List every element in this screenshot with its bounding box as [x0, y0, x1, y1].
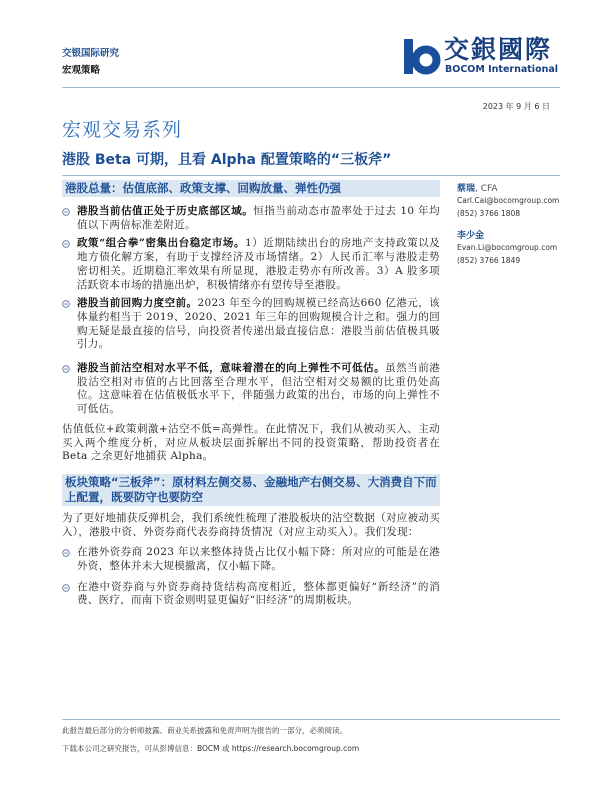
main-column	[62, 180, 440, 608]
circle-bullet-icon	[62, 240, 70, 248]
analyst-name: 蔡瑞	[457, 184, 476, 194]
footer-download-text: 下载本公司之研究报告，可从彭博信息：BOCM 或	[62, 744, 232, 753]
analyst-credential: , CFA	[475, 184, 498, 194]
summary-paragraph: 估值低位+政策刺激+沽空不低=高弹性。在此情况下，我们从被动买入、主动买入两个维度分析，对应从板块层面拆解出不同的投资策略，帮助投资者在 Beta 之余更好地捕获 Alpha。	[62, 422, 440, 463]
analyst-name-line	[457, 230, 577, 242]
key-point-body: 1）近期陆续出台的房地产支持政策以及地方债化解方案，有助于支撑经济及市场情绪。2）人民币汇率与港股走势密切相关。近期稳汇率效果有所显现，港股走势亦有所改善。3）A 股多项活跃资本市场的措施出炉，积极情绪亦有望传导至港股。	[77, 237, 440, 291]
key-point-lead: 政策“组合拳”密集出台稳定市场。	[77, 237, 246, 250]
circle-bullet-icon	[62, 365, 70, 373]
analyst-email[interactable]: Carl.Cai@bocomgroup.com	[457, 196, 560, 205]
finding-text: 在港外资券商 2023 年以来整体持货占比仅小幅下降：所对应的可能是在港外资，整体并未大规模撤离，仅小幅下降。	[77, 546, 440, 573]
analyst-phone: (852) 3766 1808	[457, 208, 521, 218]
analyst-name: 李少金	[457, 231, 485, 241]
bocom-logo-mark-icon	[402, 37, 442, 77]
report-series: 宏观交易系列	[62, 119, 183, 141]
key-point-body: 虽然当前港股沽空相对市值的占比回落至合理水平，但沽空相对交易额的比重仍处高位。这意味着在估值极低水平下，伴随强力政策的出台，市场的向上弹性不可低估。	[77, 362, 440, 416]
analyst-contacts	[457, 183, 577, 277]
analyst-phone: (852) 3766 1849	[457, 255, 521, 265]
footer-disclaimer: 此报告最后部分的分析师披露、商业关系披露和免责声明为报告的一部分，必须阅读。	[62, 726, 347, 735]
report-date: 2023 年 9 月 6 日	[482, 102, 550, 111]
key-point-body: 2023 年至今的回购规模已经高达660 亿港元，该体量约相当于 2019、2020、2021 年三年的回购规模合计之和。强力的回购无疑是最直接的信号，向投资者传递出最直接信息：港股当前估值极具吸引力。	[77, 297, 440, 351]
header-org-label: 交银国际研究	[62, 48, 120, 59]
circle-bullet-icon	[62, 549, 70, 557]
analyst-card	[457, 183, 577, 220]
key-point	[62, 205, 440, 232]
header-divider	[62, 87, 560, 88]
key-point-lead: 港股当前回购力度空前。	[77, 297, 198, 310]
analyst-email[interactable]: Evan.Li@bocomgroup.com	[457, 243, 558, 252]
title-divider	[62, 175, 560, 176]
logo-name-en: BOCOM International	[445, 64, 559, 75]
finding-item	[62, 581, 440, 608]
footer-divider	[62, 719, 560, 720]
key-point-lead: 港股当前估值正处于历史底部区域。	[77, 205, 254, 217]
section-heading: 港股总量：估值底部、政策支撑、回购放量、弹性仍强	[62, 180, 440, 197]
analyst-name-line	[457, 183, 577, 195]
key-point-body: 恒指当前动态市盈率处于过去 10 年均值以下两倍标准差附近。	[77, 205, 440, 231]
finding-text: 在港中资券商与外资券商持货结构高度相近，整体都更偏好“新经济”的消费、医疗，而南下资金则明显更偏好“旧经济”的周期板块。	[77, 580, 440, 607]
report-title: 港股 Beta 可期，且看 Alpha 配置策略的“三板斧”	[62, 152, 392, 168]
footer-download	[62, 744, 359, 754]
key-point	[62, 297, 440, 352]
key-point	[62, 362, 440, 417]
finding-item	[62, 546, 440, 573]
circle-bullet-icon	[62, 208, 70, 216]
circle-bullet-icon	[62, 584, 70, 592]
intro-paragraph: 为了更好地捕获反弹机会，我们系统性梳理了港股板块的沽空数据（对应被动买入），港股中资、外资券商代表券商持货情况（对应主动买入）。我们发现：	[62, 511, 440, 538]
header-category: 宏观策略	[62, 65, 101, 76]
footer-download-link[interactable]: https://research.bocomgroup.com	[231, 744, 360, 753]
key-point-lead: 港股当前沽空相对水平不低，意味着潜在的向上弹性不可低估。	[77, 362, 386, 375]
analyst-card	[457, 230, 577, 267]
logo-name-cn: 交銀國際	[444, 35, 553, 64]
key-point	[62, 237, 440, 292]
circle-bullet-icon	[62, 300, 70, 308]
section-heading: 板块策略“三板斧”：原材料左侧交易、金融地产右侧交易、大消费自下而上配置，既要防守也要防空	[62, 474, 440, 506]
